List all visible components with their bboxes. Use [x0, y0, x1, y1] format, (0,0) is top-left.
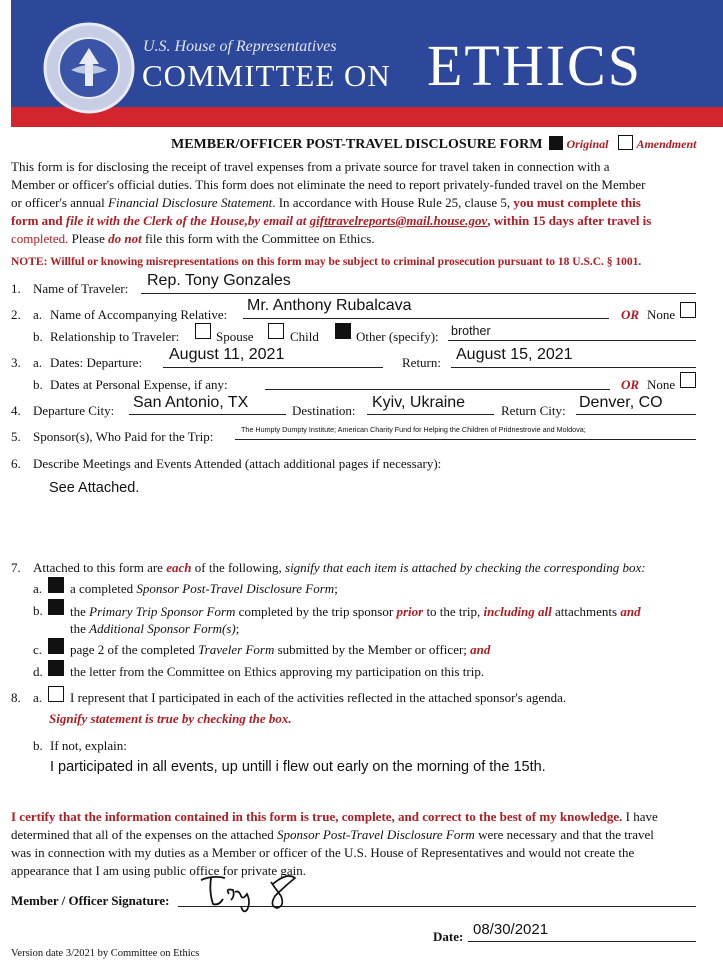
item-7b-text: the Primary Trip Sponsor Form completed by the trip sponsor prior to the trip, including all attachments and the Additional Sponsor Form(s);: [70, 604, 641, 636]
item-3a-letter: a.: [33, 355, 43, 370]
intro-paragraph: [11, 158, 716, 248]
personal-or-label: OR: [621, 377, 640, 392]
return-date-field[interactable]: August 15, 2021: [456, 346, 573, 363]
relationship-field[interactable]: brother: [451, 324, 491, 338]
other-label: Other (specify):: [356, 329, 439, 344]
child-checkbox[interactable]: [268, 323, 284, 339]
spouse-label: Spouse: [216, 329, 254, 344]
original-checkbox[interactable]: [549, 136, 563, 150]
header-banner: [11, 0, 723, 127]
certify-line-1: I certify that the information contained in this form is true, complete, and correct to the best of my knowledge. I have: [11, 809, 658, 824]
item-7d-letter: d.: [33, 664, 43, 679]
item-7-number: 7.: [11, 560, 21, 575]
sponsor-label: Sponsor(s), Who Paid for the Trip:: [33, 429, 214, 444]
dates-departure-label: Dates: Departure:: [50, 355, 143, 370]
certify-line-3: was in connection with my duties as a Member or officer of the U.S. House of Representatives and would not create the: [11, 845, 635, 860]
item-8a-checkbox[interactable]: [48, 686, 64, 702]
item-8a-letter: a.: [33, 690, 43, 705]
clerk-email-link[interactable]: gifttravelreports@mail.house.gov: [309, 213, 488, 228]
item-8a-text: I represent that I participated in each of the activities reflected in the attached sponsor's agenda.: [70, 690, 567, 705]
item-7c-letter: c.: [33, 642, 43, 657]
relative-none-checkbox[interactable]: [680, 302, 696, 318]
item-4-number: 4.: [11, 403, 21, 418]
item-7a-letter: a.: [33, 581, 43, 596]
item-8b-letter: b.: [33, 738, 43, 753]
item-7d-text: the letter from the Committee on Ethics approving my participation on this trip.: [70, 664, 485, 679]
destination-label: Destination:: [292, 403, 356, 418]
signature-field[interactable]: [195, 866, 305, 921]
personal-dates-field[interactable]: [265, 389, 610, 390]
form-title-row: [171, 135, 696, 153]
original-label: Original: [566, 137, 609, 151]
item-7d-checkbox[interactable]: [48, 660, 64, 676]
intro-line-3: or officer's annual Financial Disclosure Statement. In accordance with House Rule 25, clause 5, you must complete this: [11, 195, 641, 210]
return-city-field[interactable]: Denver, CO: [579, 394, 663, 411]
personal-none-checkbox[interactable]: [680, 372, 696, 388]
events-field[interactable]: See Attached.: [49, 480, 140, 496]
child-label: Child: [290, 329, 319, 344]
relative-label: Name of Accompanying Relative:: [50, 307, 228, 322]
version-footer: Version date 3/2021 by Committee on Ethics: [11, 948, 200, 959]
departure-city-label: Departure City:: [33, 403, 115, 418]
house-seal-icon: [41, 20, 137, 121]
explanation-field[interactable]: I participated in all events, up untill i flew out early on the morning of the 15th.: [50, 759, 546, 775]
date-label: Date:: [433, 929, 464, 944]
relationship-label: Relationship to Traveler:: [50, 329, 180, 344]
item-7b-letter: b.: [33, 603, 43, 618]
certify-line-2: determined that all of the expenses on the attached Sponsor Post-Travel Disclosure Form were necessary and that the travel: [11, 827, 654, 842]
explain-label: If not, explain:: [50, 738, 127, 753]
item-7c-text: page 2 of the completed Traveler Form submitted by the Member or officer; and: [70, 642, 491, 657]
form-title: MEMBER/OFFICER POST-TRAVEL DISCLOSURE FORM: [171, 137, 543, 152]
item-2-number: 2.: [11, 307, 21, 322]
other-checkbox[interactable]: [335, 323, 351, 339]
certification-paragraph: [11, 808, 716, 880]
criminal-note: NOTE: Willful or knowing misrepresentations on this form may be subject to criminal prosecution pursuant to 18 U.S.C. § 1001.: [11, 256, 642, 268]
destination-field[interactable]: Kyiv, Ukraine: [372, 394, 466, 411]
departure-city-field[interactable]: San Antonio, TX: [133, 394, 249, 411]
item-6-number: 6.: [11, 456, 21, 471]
personal-dates-label: Dates at Personal Expense, if any:: [50, 377, 228, 392]
sponsor-field[interactable]: The Humpty Dumpty Institute; American Charity Fund for Helping the Children of Pridnestrovie and Moldova;: [241, 425, 586, 434]
item-5-number: 5.: [11, 429, 21, 444]
spouse-checkbox[interactable]: [195, 323, 211, 339]
date-field[interactable]: 08/30/2021: [473, 921, 549, 938]
banner-title-a: COMMITTEE ON: [142, 58, 391, 93]
item-7c-checkbox[interactable]: [48, 638, 64, 654]
traveler-label: Name of Traveler:: [33, 281, 129, 296]
certify-line-4: appearance that I am using public office for private gain.: [11, 863, 307, 878]
amendment-checkbox[interactable]: [618, 135, 633, 150]
item-8a-note: Signify statement is true by checking the box.: [49, 711, 292, 726]
item-1-number: 1.: [11, 281, 21, 296]
departure-date-field[interactable]: August 11, 2021: [169, 346, 285, 363]
item-8-number: 8.: [11, 690, 21, 705]
item-7b-checkbox[interactable]: [48, 599, 64, 615]
banner-subtitle: U.S. House of Representatives: [143, 38, 337, 55]
return-label: Return:: [402, 355, 441, 370]
return-city-label: Return City:: [501, 403, 566, 418]
intro-line-5: completed. Please do not file this form with the Committee on Ethics.: [11, 231, 375, 246]
item-2b-letter: b.: [33, 329, 43, 344]
banner-title-b: ETHICS: [427, 33, 642, 98]
handwritten-signature: [195, 866, 305, 916]
amendment-label: Amendment: [636, 137, 697, 151]
signature-label: Member / Officer Signature:: [11, 893, 170, 908]
intro-line-4: form and file it with the Clerk of the House,by email at gifttravelreports@mail.house.gov, within 15 days after travel is: [11, 213, 652, 228]
events-label: Describe Meetings and Events Attended (attach additional pages if necessary):: [33, 456, 442, 471]
relative-none-label: None: [647, 307, 676, 322]
item-7a-checkbox[interactable]: [48, 577, 64, 593]
relative-or-label: OR: [621, 307, 640, 322]
traveler-name-field[interactable]: Rep. Tony Gonzales: [147, 272, 291, 289]
relative-name-field[interactable]: Mr. Anthony Rubalcava: [247, 297, 412, 314]
intro-line-1: This form is for disclosing the receipt of travel expenses from a private source for travel taken in connection with a: [11, 159, 610, 174]
item-3-number: 3.: [11, 355, 21, 370]
item-7-instruction: Attached to this form are each of the following, signify that each item is attached by checking the corresponding box:: [33, 560, 646, 575]
item-7a-text: a completed Sponsor Post-Travel Disclosure Form;: [70, 581, 338, 596]
intro-line-2: Member or officer's official duties. This form does not eliminate the need to report privately-funded travel on the Member: [11, 177, 646, 192]
item-3b-letter: b.: [33, 377, 43, 392]
personal-none-label: None: [647, 377, 676, 392]
item-2a-letter: a.: [33, 307, 43, 322]
